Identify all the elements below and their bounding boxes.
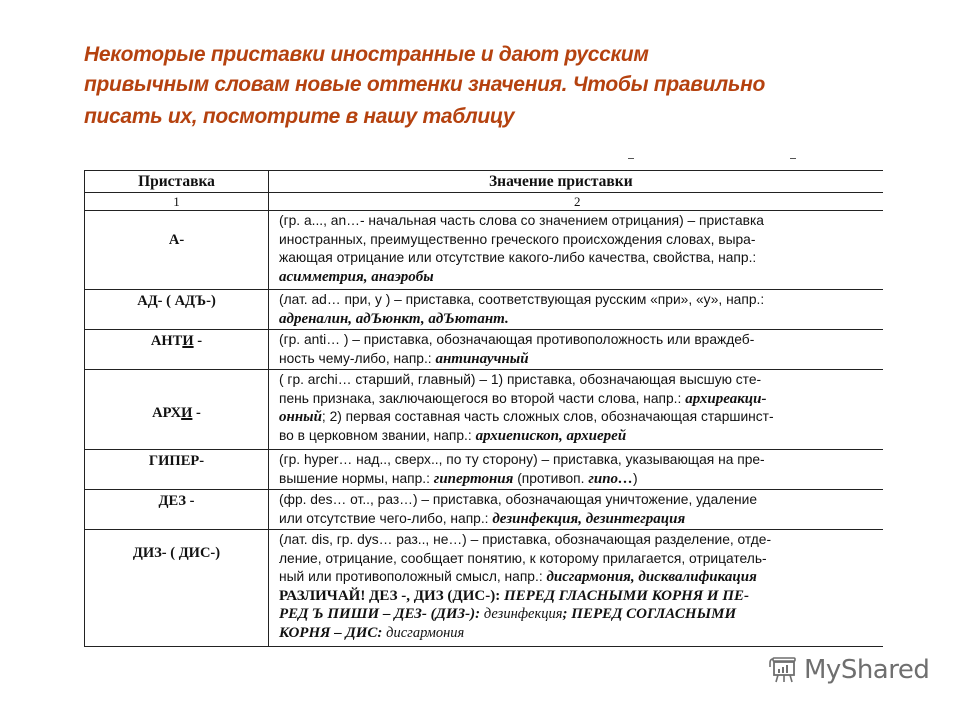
column-number-2: 2 [269, 193, 884, 211]
prefix-cell [85, 530, 269, 647]
rule-line: РАЗЛИЧАЙ! ДЕЗ -, ДИЗ (ДИС-): ПЕРЕД ГЛАСНЫМИ КОРНЯ И ПЕ- [279, 587, 749, 604]
column-number-row [85, 193, 884, 211]
scan-mark [628, 158, 634, 159]
table-row [85, 330, 884, 370]
meaning-cell [269, 290, 884, 330]
examples: адреналин, адЪюнкт, адЪютант. [279, 310, 509, 327]
prefix-cell [85, 330, 269, 370]
column-number-1: 1 [85, 193, 269, 211]
meaning-line: онный; 2) первая составная часть сложных слов, обозначающая старшинст- [279, 409, 774, 425]
meaning-line: вышение нормы, напр.: гипертония (противоп. гипо…) [279, 470, 638, 487]
presentation-board-icon [768, 655, 798, 685]
prefix-cell [85, 370, 269, 450]
rule-line: КОРНЯ – ДИС: дисгармония [279, 624, 465, 641]
prefix-cell [85, 450, 269, 490]
examples: архиепископ, архиерей [475, 427, 627, 444]
prefix-label: АД- ( АДЪ-) [137, 293, 216, 309]
table-row [85, 530, 884, 647]
meaning-line: иностранных, преимущественно греческого происхождения словах, выра- [279, 231, 756, 247]
examples: дезинфекция, дезинтеграция [492, 510, 686, 527]
meaning-cell [269, 370, 884, 450]
meaning-cell [269, 450, 884, 490]
meaning-line: ный или противоположный смысл, напр.: дисгармония, дисквалификация [279, 569, 757, 585]
table-row [85, 290, 884, 330]
prefix-label: АНТИ - [150, 333, 203, 349]
meaning-line: ( гр. archi… старший, главный) – 1) приставка, обозначающая высшую сте- [279, 372, 762, 387]
myshared-watermark [768, 655, 929, 685]
meaning-cell [269, 330, 884, 370]
prefix-label: АРХИ - [152, 405, 201, 422]
table-row [85, 490, 884, 530]
prefix-label: ДИЗ- ( ДИС-) [132, 545, 221, 561]
column-header-prefix: Приставка [85, 171, 269, 193]
column-header-meaning: Значение приставки [269, 171, 884, 193]
rule-line: РЕД Ъ ПИШИ – ДЕЗ- (ДИЗ-): дезинфекция; ПЕРЕД СОГЛАСНЫМИ [279, 606, 737, 622]
meaning-cell [269, 490, 884, 530]
meaning-line: (гр. hyper… над.., сверх.., по ту сторону) – приставка, указывающая на пре- [279, 452, 765, 467]
intro-heading-line-1: Некоторые приставки иностранные и дают русским [84, 43, 649, 66]
examples: антинаучный [435, 350, 529, 367]
scan-mark [790, 158, 796, 159]
meaning-line: ление, отрицание, сообщает понятию, к которому прилагается, отрицатель- [279, 550, 767, 566]
table-row [85, 211, 884, 290]
meaning-line: (гр. anti… ) – приставка, обозначающая противоположность или враждеб- [279, 332, 755, 347]
meaning-line: во в церковном звании, напр.: архиепископ, архиерей [279, 427, 627, 444]
examples: асимметрия, анаэробы [279, 268, 434, 285]
prefix-table [84, 170, 883, 647]
prefix-label: ГИПЕР- [148, 453, 205, 469]
meaning-line: или отсутствие чего-либо, напр.: дезинфекция, дезинтеграция [279, 510, 686, 527]
meaning-line: (фр. des… от.., раз…) – приставка, обозначающая уничтожение, удаление [279, 492, 757, 507]
meaning-line: (лат. ad… при, у ) – приставка, соответствующая русским «при», «у», напр.: [279, 292, 765, 307]
watermark-brand: MyShared [804, 655, 930, 685]
prefix-cell [85, 211, 269, 290]
meaning-line: ность чему-либо, напр.: антинаучный [279, 350, 529, 367]
meaning-line: (лат. dis, гр. dys… раз.., не…) – приставка, обозначающая разделение, отде- [279, 532, 772, 547]
table-header-row [85, 171, 884, 193]
intro-heading-line-2: привычным словам новые оттенки значения. Чтобы правильно [84, 73, 765, 96]
intro-heading [84, 40, 904, 132]
meaning-line: пень признака, заключающегося во второй части слова, напр.: архиреакци- [279, 390, 767, 407]
prefix-cell [85, 490, 269, 530]
prefix-table-container [84, 170, 883, 650]
meaning-cell [269, 530, 884, 647]
table-row [85, 450, 884, 490]
intro-heading-line-3: писать их, посмотрите в нашу таблицу [84, 105, 515, 128]
meaning-cell [269, 211, 884, 290]
prefix-cell [85, 290, 269, 330]
prefix-label: А- [168, 232, 185, 248]
table-row [85, 370, 884, 450]
meaning-line: жающая отрицание или отсутствие какого-либо качества, свойства, напр.: [279, 250, 757, 265]
prefix-label: ДЕЗ - [158, 493, 195, 509]
meaning-line: (гр. а..., an…- начальная часть слова со значением отрицания) – приставка [279, 213, 764, 228]
